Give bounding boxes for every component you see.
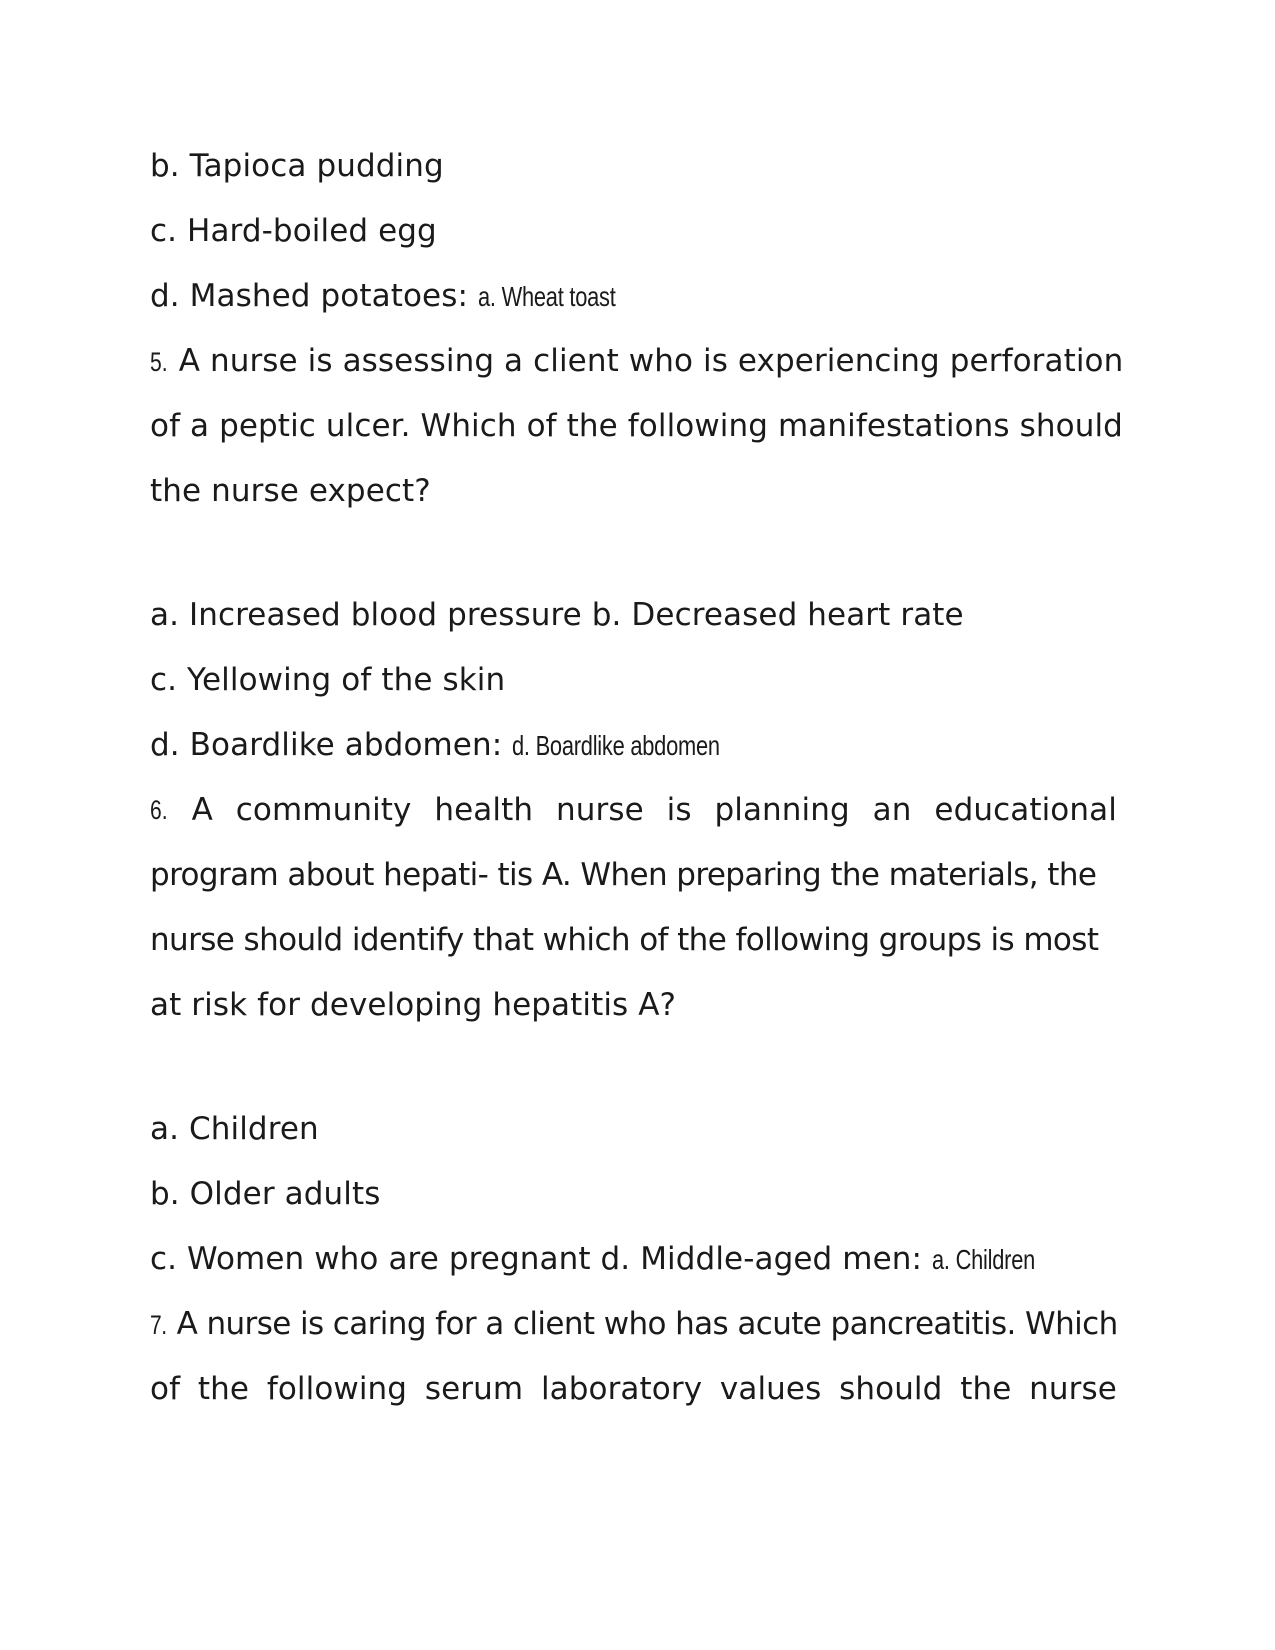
q7-word: following <box>266 1371 408 1407</box>
q7-word: should <box>839 1371 943 1407</box>
q7-stem-text-1: A nurse is caring for a client who has acute pancreatitis. Which <box>176 1306 1118 1342</box>
q7-word: serum <box>424 1371 524 1407</box>
q5-answer: d. Boardlike abdomen <box>512 730 721 761</box>
q7-word: values <box>719 1371 822 1407</box>
q4-option-c: c. Hard-boiled egg <box>150 213 437 249</box>
q6-options-cd-line <box>150 1239 1117 1280</box>
q7-word: nurse <box>1029 1371 1117 1407</box>
q6-stem-line-1 <box>150 790 1117 830</box>
q5-option-c: c. Yellowing of the skin <box>150 662 506 698</box>
q6-word: A <box>191 792 213 828</box>
q6-stem-line-2: program about hepati- tis A. When preparing the materials, the <box>150 857 1097 893</box>
q7-word: laboratory <box>540 1371 703 1407</box>
q7-number: 7. <box>150 1310 167 1340</box>
q6-answer: a. Children <box>932 1244 1036 1275</box>
q6-word: educational <box>934 792 1117 828</box>
q4-option-d-line <box>150 276 1117 317</box>
q5-option-d: d. Boardlike abdomen: <box>150 727 503 763</box>
q6-word: planning <box>714 792 850 828</box>
q6-word: an <box>872 792 912 828</box>
q5-stem-text-1: A nurse is assessing a client who is experiencing perforation <box>178 343 1124 379</box>
q6-option-a: a. Children <box>150 1111 319 1147</box>
q6-word: health <box>434 792 534 828</box>
q6-word: community <box>235 792 412 828</box>
q5-number: 5. <box>150 347 168 377</box>
q6-number: 6. <box>150 795 168 825</box>
q7-word: the <box>960 1371 1012 1407</box>
q5-stem-line-2: of a peptic ulcer. Which of the following manifestations should <box>150 408 1123 444</box>
q5-options-ab: a. Increased blood pressure b. Decreased heart rate <box>150 597 964 633</box>
q6-options-cd: c. Women who are pregnant d. Middle-aged men: <box>150 1241 923 1277</box>
q5-option-d-line <box>150 725 1117 766</box>
q6-option-b: b. Older adults <box>150 1176 381 1212</box>
q4-option-b: b. Tapioca pudding <box>150 148 444 184</box>
q5-stem-line-3: the nurse expect? <box>150 473 431 509</box>
q6-word: is <box>666 792 692 828</box>
q7-word: the <box>197 1371 250 1407</box>
q4-option-d: d. Mashed potatoes: <box>150 278 469 314</box>
q6-word: nurse <box>555 792 644 828</box>
q6-stem-line-3: nurse should identify that which of the following groups is most <box>150 922 1099 958</box>
q6-stem-line-4: at risk for developing hepatitis A? <box>150 987 677 1023</box>
q7-stem-line-1 <box>150 1304 1117 1345</box>
q4-answer: a. Wheat toast <box>477 281 616 312</box>
q5-stem-line-1 <box>150 341 1124 382</box>
q7-word: of <box>150 1371 181 1407</box>
q7-stem-line-2 <box>150 1369 1117 1409</box>
